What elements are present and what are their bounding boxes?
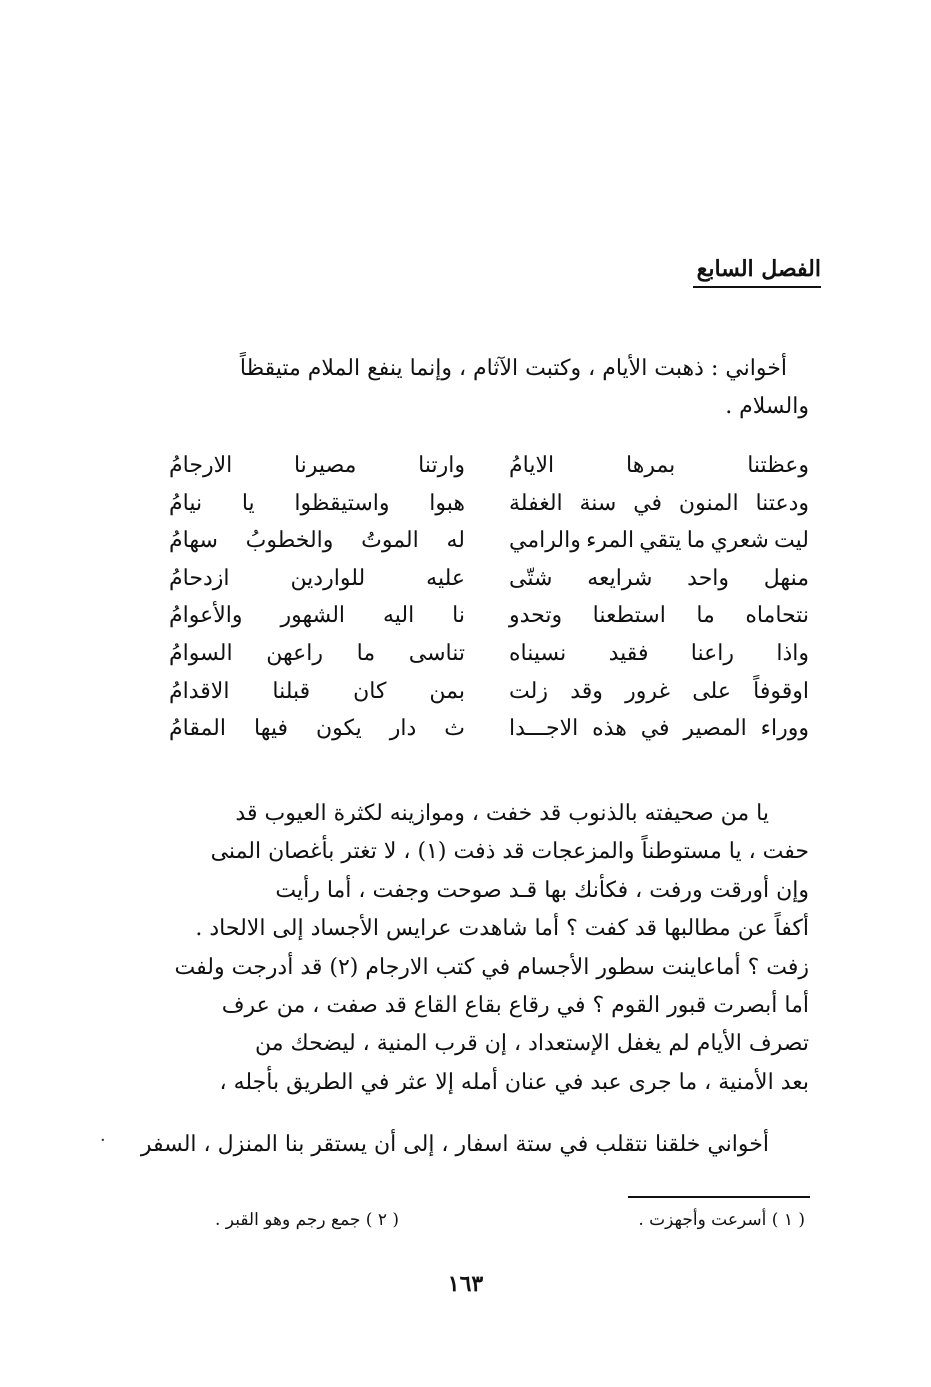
poem-word: بمن	[429, 678, 465, 704]
poem-word: عليه	[426, 565, 465, 591]
poem-hemistich-second	[169, 673, 465, 711]
poem-word: يكون	[315, 716, 362, 742]
poem-word: اليه	[382, 603, 415, 629]
poem-word: في	[633, 490, 663, 516]
poem-hemistich-second	[169, 635, 465, 673]
intro-paragraph	[169, 350, 809, 426]
poem-word: للواردين	[290, 565, 366, 591]
page-number: ١٦٣	[447, 1271, 484, 1297]
closing-line-wrapper	[140, 1126, 809, 1164]
footnote-1: ( ١ ) أسرعت وأجهزت .	[638, 1210, 805, 1230]
poem-word: والخطوبُ	[245, 528, 334, 554]
poem-hemistich-first	[509, 673, 809, 711]
poem-word: غرور	[625, 678, 670, 704]
poem-word: نيامُ	[169, 490, 203, 516]
footnote-2: ( ٢ ) جمع رجم وهو القبر .	[215, 1210, 400, 1230]
footnotes	[215, 1210, 805, 1230]
poem-verse	[169, 635, 809, 673]
poem-hemistich-first	[509, 710, 809, 748]
poem-word: ث	[444, 716, 465, 742]
poem	[169, 447, 809, 748]
poem-word: هذه	[592, 716, 627, 742]
poem-verse	[169, 710, 809, 748]
poem-word: استطعنا	[592, 603, 666, 629]
prose-line: أكفاً عن مطالبها قد كفت ؟ أما شاهدت عرايس الأجساد إلى الالحاد .	[195, 916, 809, 942]
poem-word: ما	[686, 528, 706, 554]
poem-hemistich-first	[509, 597, 809, 635]
footnote-divider	[628, 1196, 810, 1198]
poem-hemistich-second	[169, 447, 465, 485]
poem-word: فيها	[253, 716, 288, 742]
poem-hemistich-first	[509, 485, 809, 523]
poem-word: دار	[389, 716, 417, 742]
poem-verse	[169, 673, 809, 711]
poem-word: تناسى	[408, 640, 465, 666]
poem-word: يا	[241, 490, 255, 516]
poem-hemistich-first	[509, 447, 809, 485]
intro-line-2: والسلام .	[725, 394, 809, 419]
poem-word: الاقدامُ	[169, 678, 230, 704]
poem-word: الموتُ	[361, 528, 419, 554]
poem-word: ما	[696, 603, 715, 629]
poem-word: سنة	[579, 490, 617, 516]
poem-word: المقامُ	[169, 716, 226, 742]
poem-word: قبلنا	[272, 678, 311, 704]
poem-word: المرء	[586, 528, 635, 554]
prose-line: يا من صحيفته بالذنوب قد خفت ، وموازينه لكثرة العيوب قد	[235, 801, 769, 826]
poem-verse	[169, 447, 809, 485]
poem-verse	[169, 560, 809, 598]
poem-word: في	[640, 716, 670, 742]
poem-word: الغفلة	[509, 490, 563, 516]
poem-word: والرامي	[509, 528, 581, 554]
poem-word: واستيقظوا	[294, 490, 390, 516]
prose-line: زفت ؟ أماعاينت سطور الأجسام في كتب الارجام (٢) قد أدرجت ولفت	[174, 954, 809, 980]
prose-line: أما أبصرت قبور القوم ؟ في رقاع بقاع القاع قد صفت ، من عرف	[221, 993, 809, 1019]
poem-hemistich-second	[169, 710, 465, 748]
poem-word: هبوا	[429, 490, 465, 516]
poem-word: واذا	[776, 640, 809, 666]
poem-word: وقد	[570, 678, 603, 704]
poem-word: ازدحامُ	[169, 565, 230, 591]
poem-word: بمرها	[626, 453, 676, 478]
poem-verse	[169, 597, 809, 635]
poem-word: نتحاماه	[745, 603, 809, 629]
poem-word: الارجامُ	[169, 453, 233, 478]
poem-hemistich-first	[509, 522, 809, 560]
poem-word: راعهن	[266, 640, 323, 666]
closing-line: أخواني خلقنا نتقلب في ستة اسفار ، إلى أن يستقر بنا المنزل ، السفر	[140, 1132, 769, 1157]
poem-word: ما	[356, 640, 376, 666]
poem-word: وعظتنا	[747, 453, 809, 478]
poem-verse	[169, 485, 809, 523]
poem-word: شعري	[710, 528, 769, 554]
poem-word: الشهور	[280, 603, 346, 629]
poem-word: راعنا	[690, 640, 735, 666]
poem-word: واحد	[687, 565, 730, 591]
poem-word: ودعتنا	[755, 490, 809, 516]
poem-word: وتحدو	[509, 603, 563, 629]
poem-word: على	[692, 678, 731, 704]
poem-verse	[169, 522, 809, 560]
poem-word: له	[446, 528, 465, 554]
intro-line-1: أخواني : ذهبت الأيام ، وكتبت الآثام ، وإنما ينفع الملام متيقظاً	[239, 356, 787, 381]
poem-word: فقيد	[608, 640, 649, 666]
poem-hemistich-second	[169, 522, 465, 560]
prose-line: تصرف الأيام لم يغفل الإستعداد ، إن قرب المنية ، ليضحك من	[255, 1031, 809, 1057]
poem-hemistich-second	[169, 485, 465, 523]
poem-word: والأعوامُ	[169, 603, 243, 629]
chapter-title: الفصل السابع	[693, 256, 821, 288]
poem-word: زلت	[509, 678, 548, 704]
poem-word: المصير	[683, 716, 747, 742]
poem-word: شتّى	[509, 565, 553, 591]
poem-word: ليت	[774, 528, 809, 554]
prose-line: حفت ، يا مستوطناً والمزعجات قد ذفت (١) ، لا تغتر بأغصان المنى	[210, 839, 809, 865]
poem-word: المنون	[678, 490, 739, 516]
poem-word: سهامُ	[169, 528, 218, 554]
poem-word: شرايعه	[587, 565, 653, 591]
poem-hemistich-second	[169, 560, 465, 598]
poem-hemistich-first	[509, 635, 809, 673]
poem-word: يتقي	[639, 528, 682, 554]
prose-paragraph	[169, 795, 809, 1102]
poem-word: مصيرنا	[293, 453, 357, 478]
poem-hemistich-first	[509, 560, 809, 598]
poem-word: وارتنا	[418, 453, 465, 478]
stray-mark: ·	[100, 1130, 106, 1151]
poem-word: الايامُ	[509, 453, 555, 478]
poem-word: كان	[353, 678, 387, 704]
poem-word: منهل	[763, 565, 809, 591]
poem-word: الاجـــدا	[509, 716, 579, 742]
poem-word: السوامُ	[169, 640, 233, 666]
poem-hemistich-second	[169, 597, 465, 635]
poem-word: اوقوفاً	[753, 678, 809, 704]
prose-line: بعد الأمنية ، ما جرى عبد في عنان أمله إلا عثر في الطريق بأجله ،	[219, 1069, 809, 1095]
prose-line: وإن أورقت ورفت ، فكأنك بها قـد صوحت وجفت ، أما رأيت	[275, 877, 809, 903]
poem-word: ووراء	[760, 716, 809, 742]
poem-word: نا	[452, 603, 465, 629]
poem-word: نسيناه	[509, 640, 567, 666]
